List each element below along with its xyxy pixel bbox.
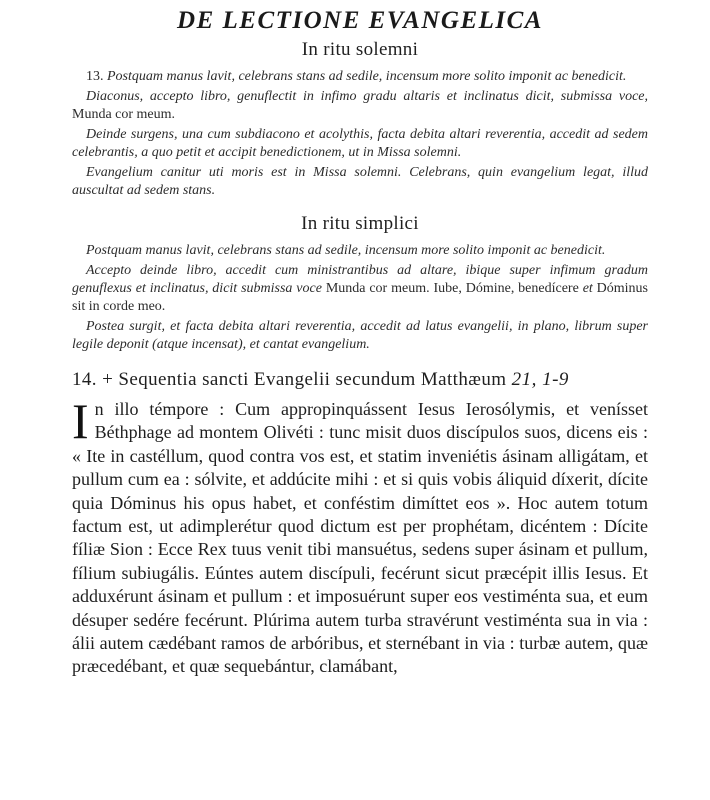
rubric-paragraph [72,318,648,354]
prayer-incipit: Munda cor meum. Iube, Dómine, benedícere [325,281,579,296]
rubric-text: Deinde surgens, una cum subdiacono et acolythis, facta debita altari reverentia, accedit ad sedem celebrantis, a quo petit et accipit benedictionem, ut in Missa solemni. [72,127,648,160]
rubric-paragraph [72,164,648,200]
rubric-text: Evangelium canitur uti moris est in Missa solemni. Celebrans, quin evangelium legat, illud auscultat ad sedem stans. [72,165,648,198]
page [72,6,648,679]
paragraph-number: 14. [72,369,97,390]
prayer-incipit: Munda cor meum. [72,107,176,122]
cross-icon: + [102,369,114,390]
rubric-paragraph [72,242,648,260]
paragraph-number: 13. [86,69,104,84]
rubric-text: Postea surgit, et facta debita altari reverentia, accedit ad latus evangelii, in plano, librum super legile deponit (atque incensat), et cantat evangelium. [72,319,648,352]
rubric-text: Diaconus, accepto libro, genuflectit in infimo gradu altaris et inclinatus dicit, submissa voce, [86,89,648,104]
rubric-paragraph [72,68,648,86]
rubric-text: Postquam manus lavit, celebrans stans ad sedile, incensum more solito imponit ac benedicit. [86,243,606,258]
prayer-incipit: Dóminus sit in corde meo. [72,281,649,314]
gospel-text [72,393,648,679]
rubric-paragraph [72,126,648,162]
rubric-text: Postquam manus lavit, celebrans stans ad sedile, incensum more solito imponit ac benedicit. [107,69,627,84]
gospel-body: n illo témpore : Cum appropinquássent Iesus Ierosólymis, et venísset Béthphage ad montem Olivéti : tunc misit duos discípulos suos, dicens eis : « Ite in castéllum, quod contra vos est, et statim inveniétis ásinam alligátam, et pullum cum ea : sólvite, et addúcite mihi : et si quis vobis áliquid díxerit, dícite quia Dóminus his opus habet, et conféstim dimíttet eos ». Hoc autem totum factum est, ut adimplerétur quod dictum est per prophétam, dicéntem : Dícite fíliæ Sion : Ecce Rex tuus venit tibi mansuétus, sedens super ásinam et pullum, fílium subiugális. Eúntes autem discípuli, fecérunt sicut præcépit illis Iesus. Et adduxérunt ásinam et pullum : et imposuérunt super eos vestiménta sua, et eum désuper sedére fecérunt. Plúrima autem turba stravérunt vestiménta sua in via : álii autem cædébant ramos de arbóribus, et sternébant in via : turbæ autem, quæ præcedébant, et quæ sequebántur, clamábant, [72,399,648,677]
page-title: DE LECTIONE EVANGELICA [177,7,543,34]
rubric-paragraph [72,88,648,124]
section-heading-solemni: In ritu solemni [301,39,419,60]
drop-cap: I [72,393,89,449]
rubric-connector: et [582,281,593,296]
gospel-heading [72,368,648,392]
rubric-text: Accepto deinde libro, accedit cum ministrantibus ad altare, ibique super infimum gradum genuflexus et inclinatus, dicit submissa voce [72,263,648,296]
rubric-paragraph [72,262,648,316]
section-heading-simplici: In ritu simplici [301,213,419,234]
scripture-reference: 21, 1-9 [511,369,569,390]
gospel-title: Sequentia sancti Evangelii secundum Matthæum [118,369,507,390]
